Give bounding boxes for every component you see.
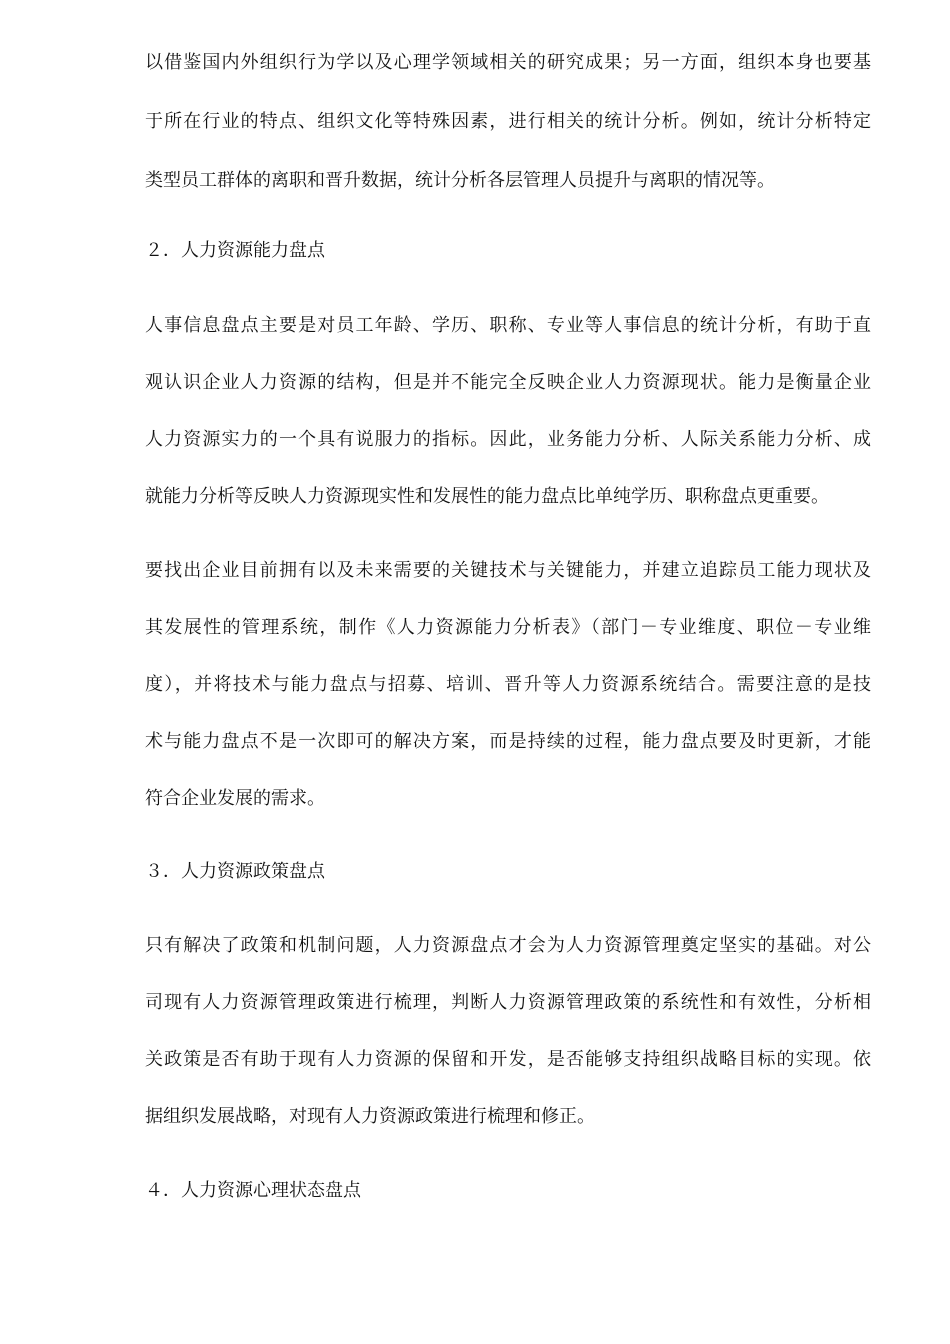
paragraph-line: 司现有人力资源管理政策进行梳理，判断人力资源管理政策的系统性和有效性，分析相: [145, 992, 871, 1013]
paragraph-line: 关政策是否有助于现有人力资源的保留和开发，是否能够支持组织战略目标的实现。依: [145, 1049, 871, 1070]
paragraph-line: 据组织发展战略，对现有人力资源政策进行梳理和修正。: [145, 1106, 595, 1127]
paragraph-line: 类型员工群体的离职和晋升数据，统计分析各层管理人员提升与离职的情况等。: [145, 170, 775, 191]
section-heading: ４．人力资源心理状态盘点: [145, 1180, 361, 1201]
paragraph-line: 要找出企业目前拥有以及未来需要的关键技术与关键能力，并建立追踪员工能力现状及: [145, 560, 871, 581]
paragraph-line: 术与能力盘点不是一次即可的解决方案，而是持续的过程，能力盘点要及时更新，才能: [145, 731, 871, 752]
section-heading: ２．人力资源能力盘点: [145, 240, 325, 261]
paragraph-line: 以借鉴国内外组织行为学以及心理学领域相关的研究成果；另一方面，组织本身也要基: [145, 52, 871, 73]
section-heading: ３．人力资源政策盘点: [145, 861, 325, 882]
paragraph-line: 观认识企业人力资源的结构，但是并不能完全反映企业人力资源现状。能力是衡量企业: [145, 372, 871, 393]
paragraph-line: 其发展性的管理系统，制作《人力资源能力分析表》（部门－专业维度、职位－专业维: [145, 617, 871, 638]
paragraph-line: 人力资源实力的一个具有说服力的指标。因此，业务能力分析、人际关系能力分析、成: [145, 429, 871, 450]
paragraph-line: 人事信息盘点主要是对员工年龄、学历、职称、专业等人事信息的统计分析，有助于直: [145, 315, 871, 336]
paragraph-line: 符合企业发展的需求。: [145, 788, 325, 809]
paragraph-line: 度），并将技术与能力盘点与招募、培训、晋升等人力资源系统结合。需要注意的是技: [145, 674, 871, 695]
paragraph-line: 就能力分析等反映人力资源现实性和发展性的能力盘点比单纯学历、职称盘点更重要。: [145, 486, 829, 507]
paragraph-line: 于所在行业的特点、组织文化等特殊因素，进行相关的统计分析。例如，统计分析特定: [145, 111, 871, 132]
paragraph-line: 只有解决了政策和机制问题，人力资源盘点才会为人力资源管理奠定坚实的基础。对公: [145, 935, 871, 956]
